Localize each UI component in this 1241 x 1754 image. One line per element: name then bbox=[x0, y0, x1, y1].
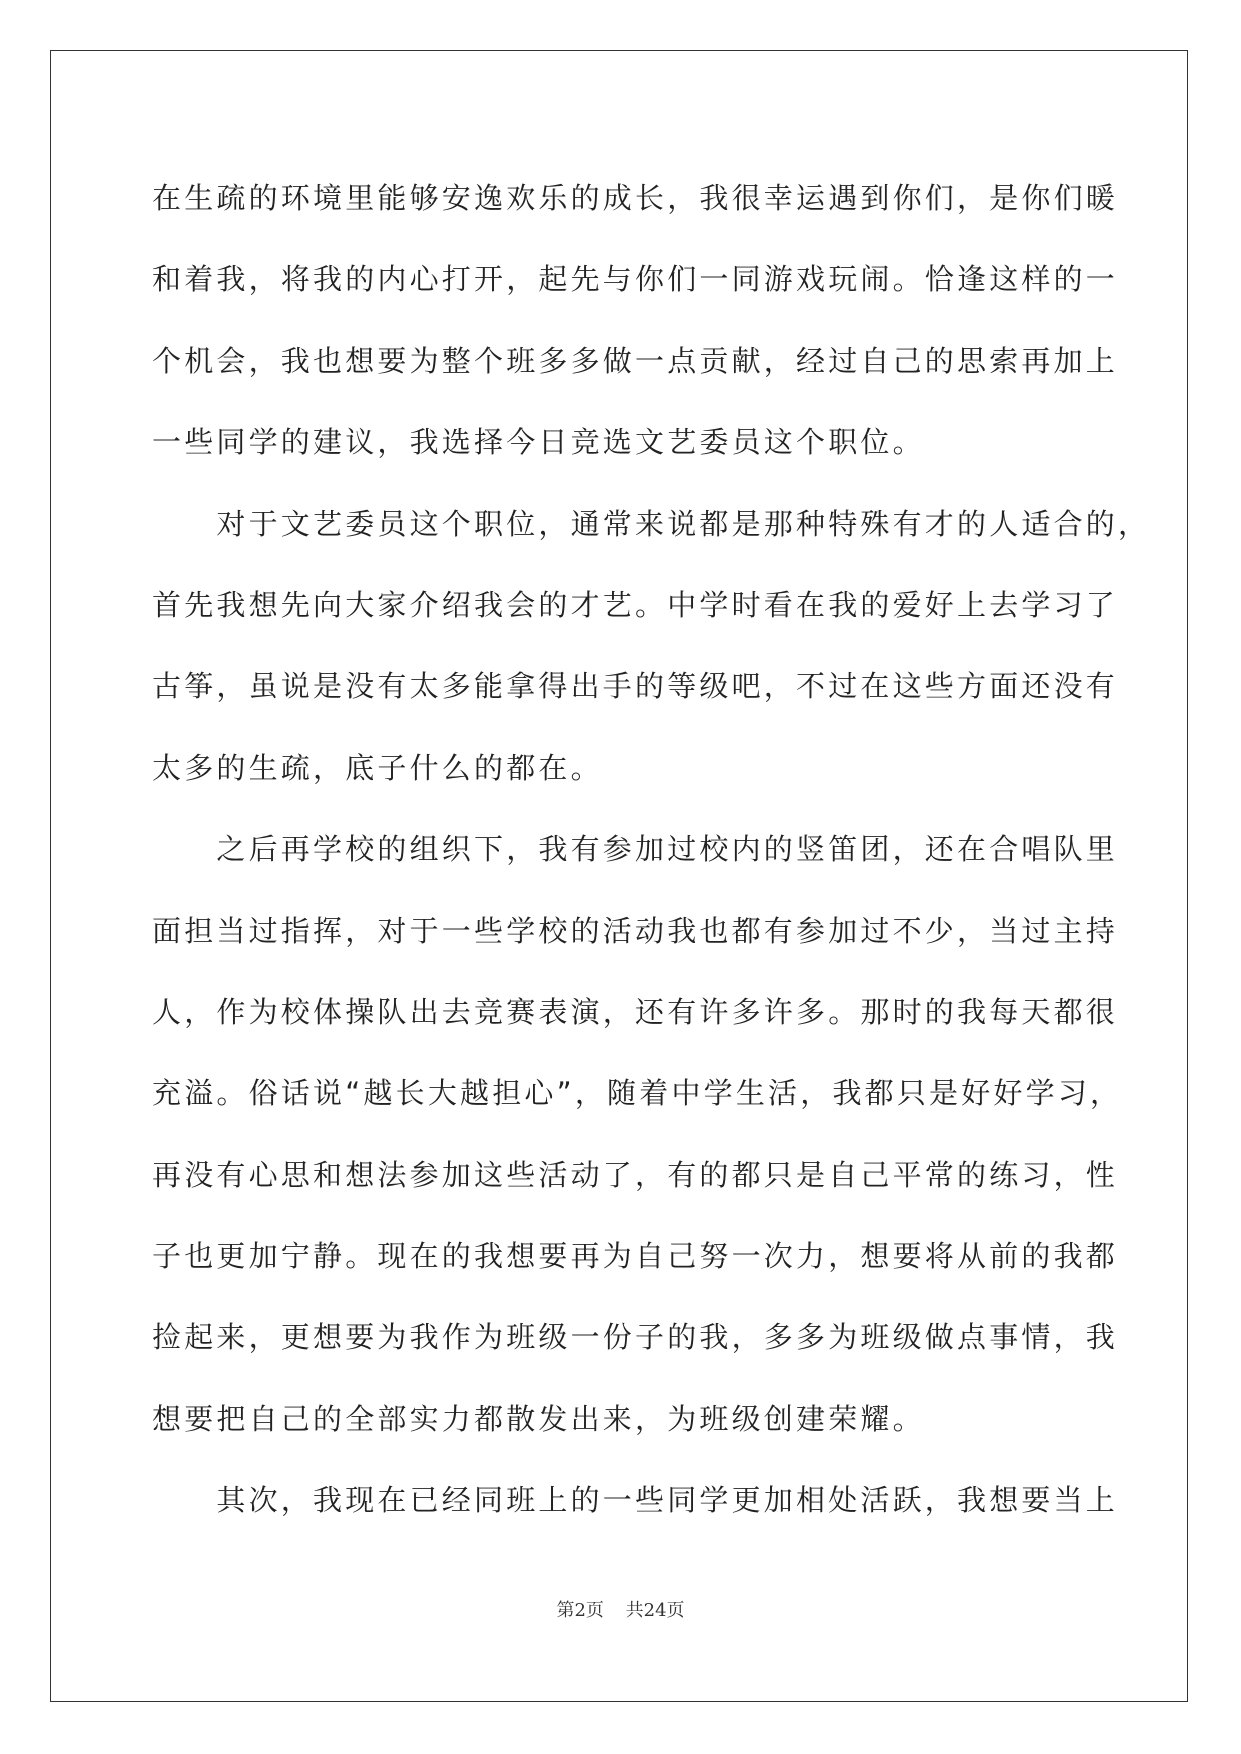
text-line: 子也更加宁静。现在的我想要再为自己努一次力，想要将从前的我都 bbox=[152, 1239, 1119, 1274]
text-line: 一些同学的建议，我选择今日竞选文艺委员这个职位。 bbox=[152, 425, 925, 460]
text-line: 在生疏的环境里能够安逸欢乐的成长，我很幸运遇到你们，是你们暖 bbox=[152, 181, 1119, 215]
text-line: 对于文艺委员这个职位，通常来说都是那种特殊有才的人适合的， bbox=[152, 506, 1151, 541]
text-line: 再没有心思和想法参加这些活动了，有的都只是自己平常的练习，性 bbox=[152, 1157, 1119, 1192]
text-line: 其次，我现在已经同班上的一些同学更加相处活跃，我想要当上 bbox=[152, 1483, 1119, 1518]
total-pages: 共24页 bbox=[625, 1600, 685, 1621]
page-footer bbox=[0, 1596, 1241, 1622]
page-number: 第2页 bbox=[556, 1600, 604, 1621]
document-body bbox=[152, 158, 1151, 1542]
text-line: 想要把自己的全部实力都散发出来，为班级创建荣耀。 bbox=[152, 1401, 925, 1436]
text-line: 古筝，虽说是没有太多能拿得出手的等级吧，不过在这些方面还没有 bbox=[152, 669, 1119, 704]
text-line: 首先我想先向大家介绍我会的才艺。中学时看在我的爱好上去学习了 bbox=[152, 587, 1119, 622]
text-line: 之后再学校的组织下，我有参加过校内的竖笛团，还在合唱队里 bbox=[152, 832, 1119, 867]
text-line: 充溢。俗话说“越长大越担心”，随着中学生活，我都只是好好学习， bbox=[152, 1076, 1123, 1111]
text-line: 和着我，将我的内心打开，起先与你们一同游戏玩闹。恰逢这样的一 bbox=[152, 262, 1119, 297]
text-line: 面担当过指挥，对于一些学校的活动我也都有参加过不少，当过主持 bbox=[152, 913, 1119, 948]
text-line: 人，作为校体操队出去竞赛表演，还有许多许多。那时的我每天都很 bbox=[152, 994, 1119, 1029]
text-line: 太多的生疏，底子什么的都在。 bbox=[152, 750, 603, 785]
text-line: 个机会，我也想要为整个班多多做一点贡献，经过自己的思索再加上 bbox=[152, 343, 1119, 378]
text-line: 捡起来，更想要为我作为班级一份子的我，多多为班级做点事情，我 bbox=[152, 1320, 1119, 1355]
